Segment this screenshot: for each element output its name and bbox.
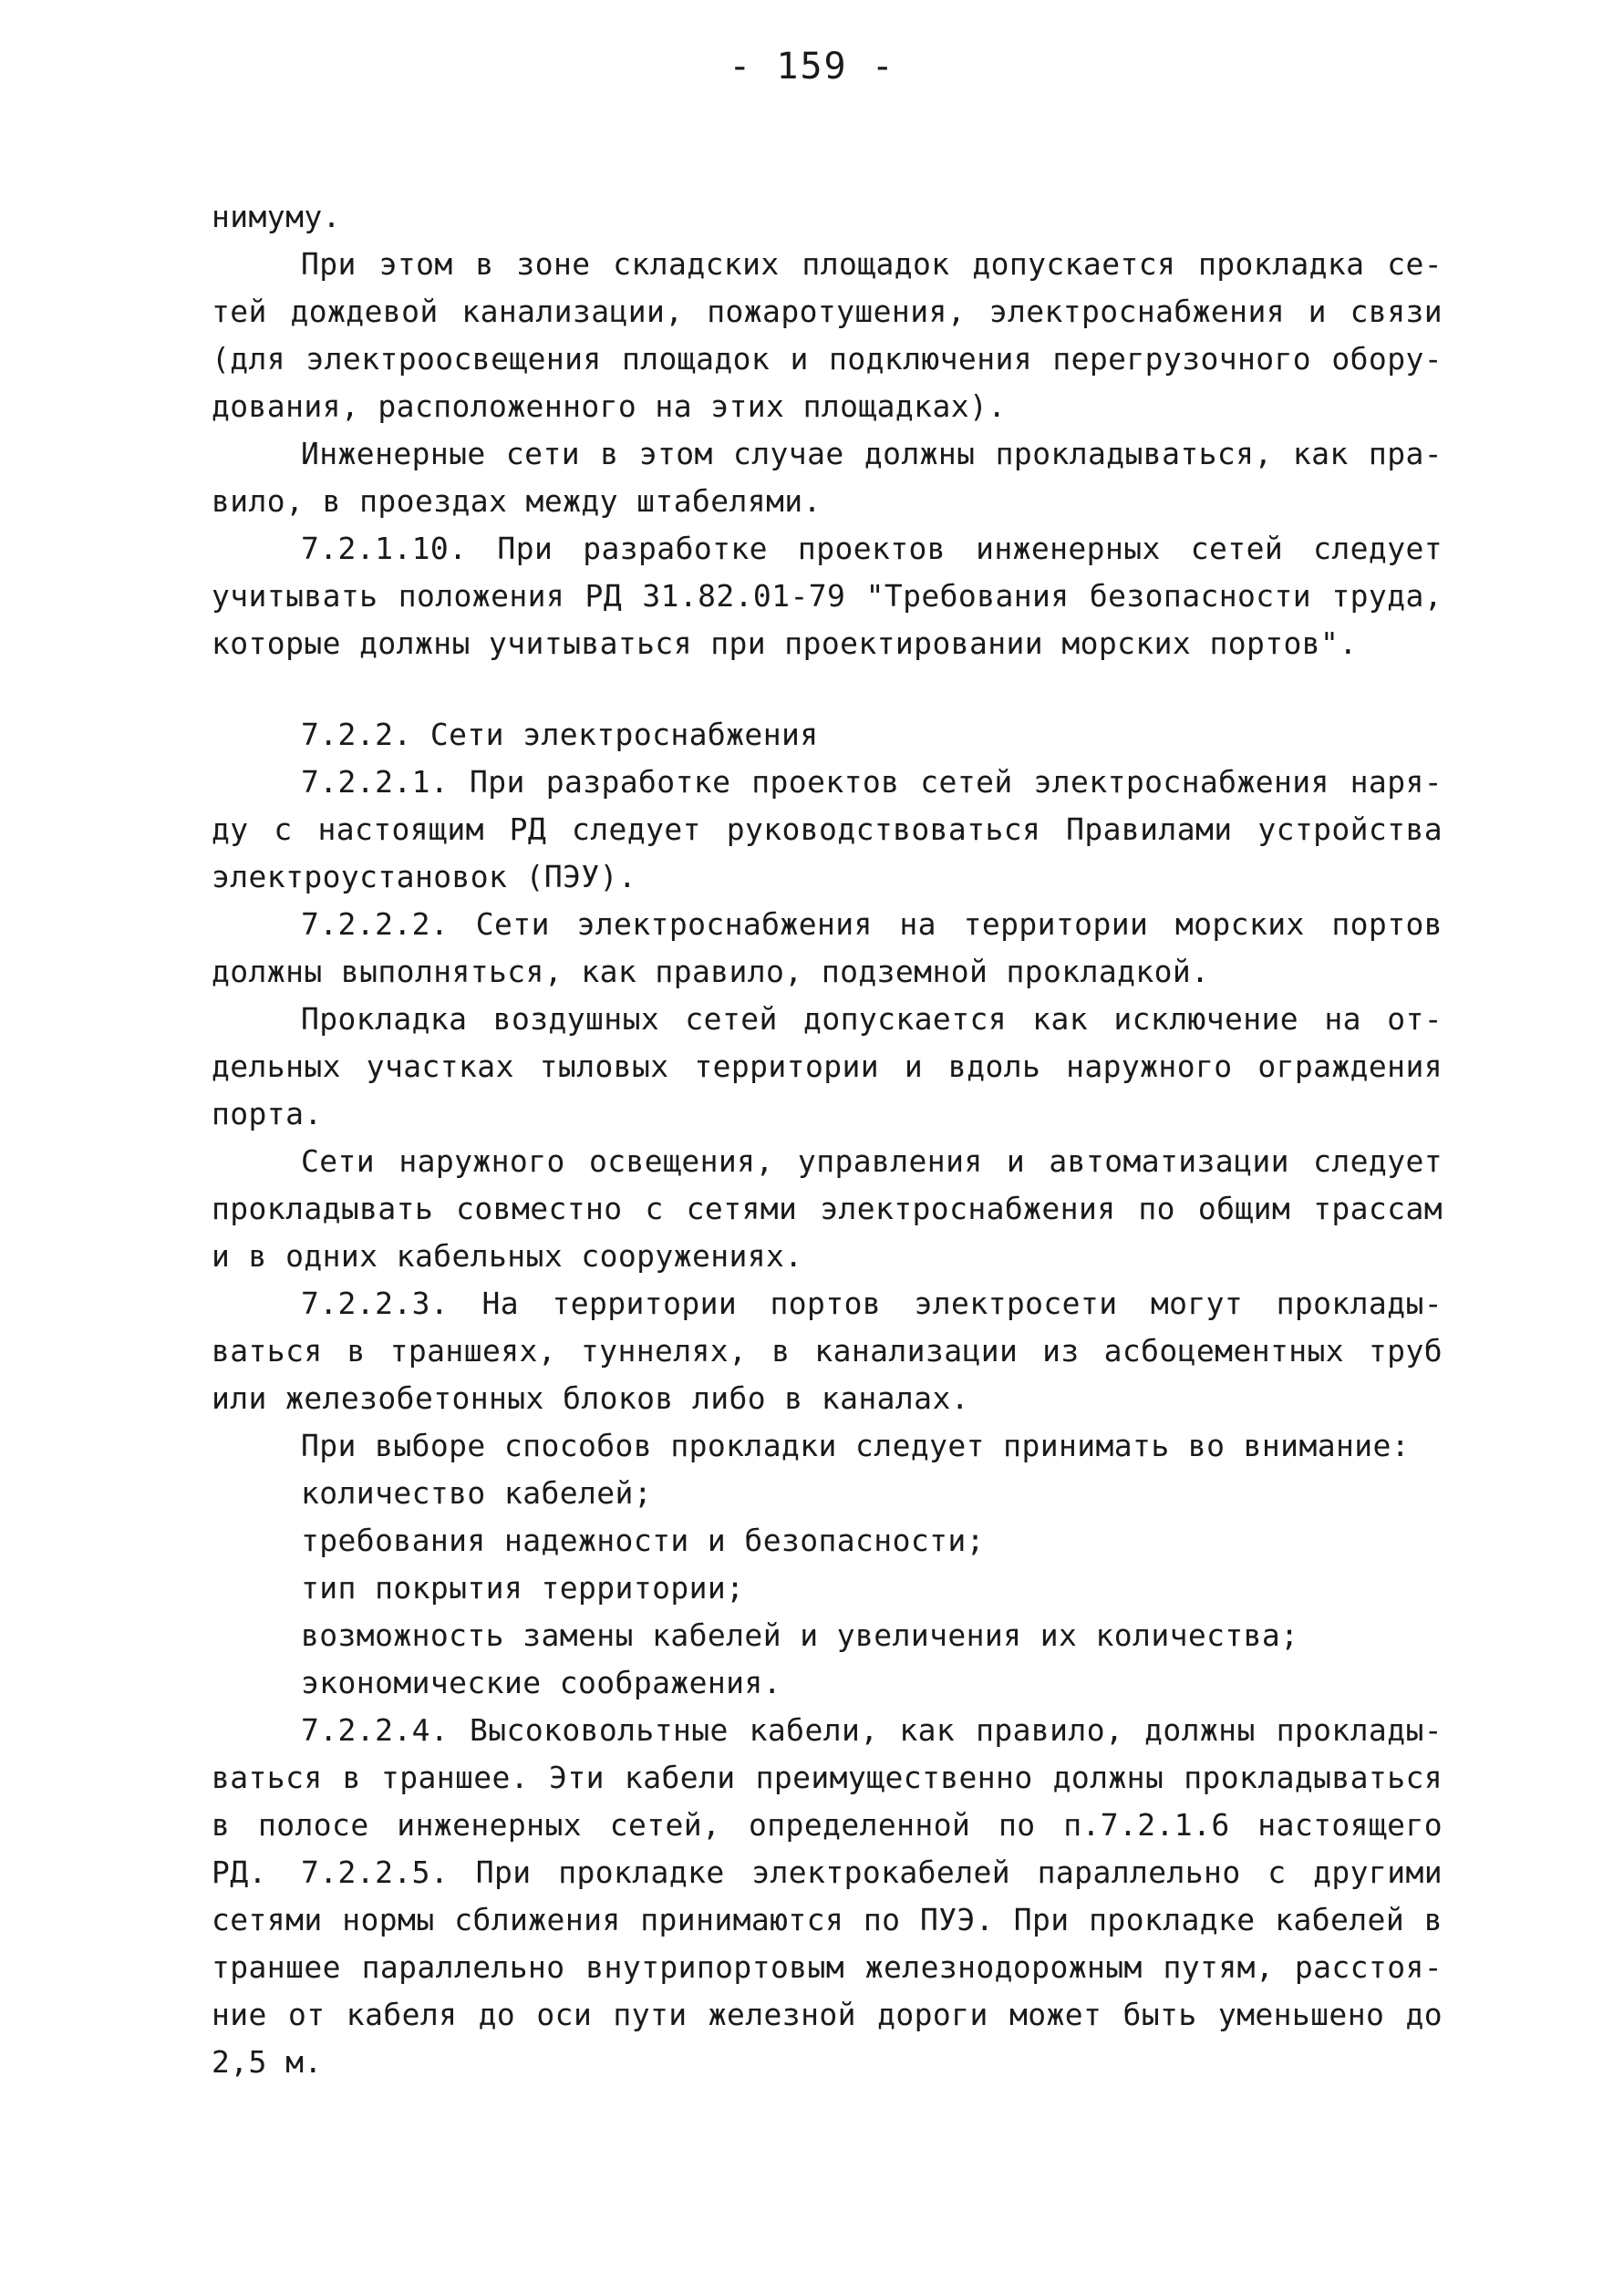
text-line: 7.2.2.1. При разработке проектов сетей электроснабжения наря- bbox=[301, 764, 1443, 800]
text-line: 7.2.2.2. Сети электроснабжения на территории морских портов bbox=[301, 906, 1443, 942]
text-line: 7.2.2. Сети электроснабжения bbox=[301, 717, 819, 752]
text-line: При этом в зоне складских площадок допускается прокладка се- bbox=[301, 246, 1443, 282]
text-line: 7.2.2.3. На территории портов электросети могут проклады- bbox=[301, 1286, 1443, 1321]
text-line: траншее параллельно внутрипортовым железнодорожным путям, расстоя- bbox=[212, 1949, 1443, 1985]
text-line: нимуму. bbox=[212, 199, 341, 234]
text-line: сетями нормы сближения принимаются по ПУЭ. При прокладке кабелей в bbox=[212, 1902, 1443, 1937]
paragraph-gap bbox=[212, 667, 1443, 711]
page-number: - 159 - bbox=[729, 46, 895, 88]
text-line: экономические соображения. bbox=[301, 1665, 781, 1700]
text-line: ваться в траншее. Эти кабели преимущественно должны прокладываться bbox=[212, 1760, 1443, 1795]
text-line: (для электроосвещения площадок и подключения перегрузочного обору- bbox=[212, 341, 1443, 377]
text-line: 7.2.1.10. При разработке проектов инженерных сетей следует bbox=[301, 531, 1443, 566]
text-line: учитывать положения РД 31.82.01-79 "Требования безопасности труда, bbox=[212, 578, 1443, 614]
text-line: которые должны учитываться при проектировании морских портов". bbox=[212, 625, 1358, 661]
text-line: и в одних кабельных сооружениях. bbox=[212, 1238, 803, 1274]
text-line: или железобетонных блоков либо в каналах. bbox=[212, 1380, 969, 1416]
text-line: ваться в траншеях, туннелях, в канализации из асбоцементных труб bbox=[212, 1333, 1443, 1369]
text-line: количество кабелей; bbox=[301, 1475, 653, 1511]
body-text bbox=[212, 193, 1443, 2086]
text-line: вило, в проездах между штабелями. bbox=[212, 483, 822, 519]
text-line: 7.2.2.5. При прокладке электрокабелей параллельно с другими bbox=[301, 1854, 1443, 1890]
text-line: требования надежности и безопасности; bbox=[301, 1523, 985, 1558]
text-line: 7.2.2.4. Высоковольтные кабели, как правило, должны проклады- bbox=[301, 1712, 1443, 1748]
text-line: тей дождевой канализации, пожаротушения, электроснабжения и связи bbox=[212, 294, 1443, 329]
text-line: дования, расположенного на этих площадках). bbox=[212, 388, 1007, 424]
text-line: Инженерные сети в этом случае должны прокладываться, как пра- bbox=[301, 436, 1443, 471]
text-line: Прокладка воздушных сетей допускается как исключение на от- bbox=[301, 1001, 1443, 1037]
text-line: возможность замены кабелей и увеличения их количества; bbox=[301, 1617, 1299, 1653]
text-line: Сети наружного освещения, управления и автоматизации следует bbox=[301, 1143, 1443, 1179]
text-line: 2,5 м. bbox=[212, 2044, 323, 2080]
text-line: в полосе инженерных сетей, определенной по п.7.2.1.6 настоящего РД. bbox=[212, 1807, 1443, 1890]
text-line: дельных участках тыловых территории и вдоль наружного ограждения bbox=[212, 1049, 1443, 1084]
text-line: электроустановок (ПЭУ). bbox=[212, 859, 637, 894]
text-line: ние от кабеля до оси пути железной дороги может быть уменьшено до bbox=[212, 1997, 1443, 2032]
text-line: тип покрытия территории; bbox=[301, 1570, 745, 1606]
text-line: порта. bbox=[212, 1096, 323, 1131]
text-line: прокладывать совместно с сетями электроснабжения по общим трассам bbox=[212, 1191, 1443, 1226]
text-line: ду с настоящим РД следует руководствоваться Правилами устройства bbox=[212, 811, 1443, 847]
text-line: должны выполняться, как правило, подземной прокладкой. bbox=[212, 954, 1210, 989]
text-line: При выборе способов прокладки следует принимать во внимание: bbox=[301, 1428, 1411, 1463]
